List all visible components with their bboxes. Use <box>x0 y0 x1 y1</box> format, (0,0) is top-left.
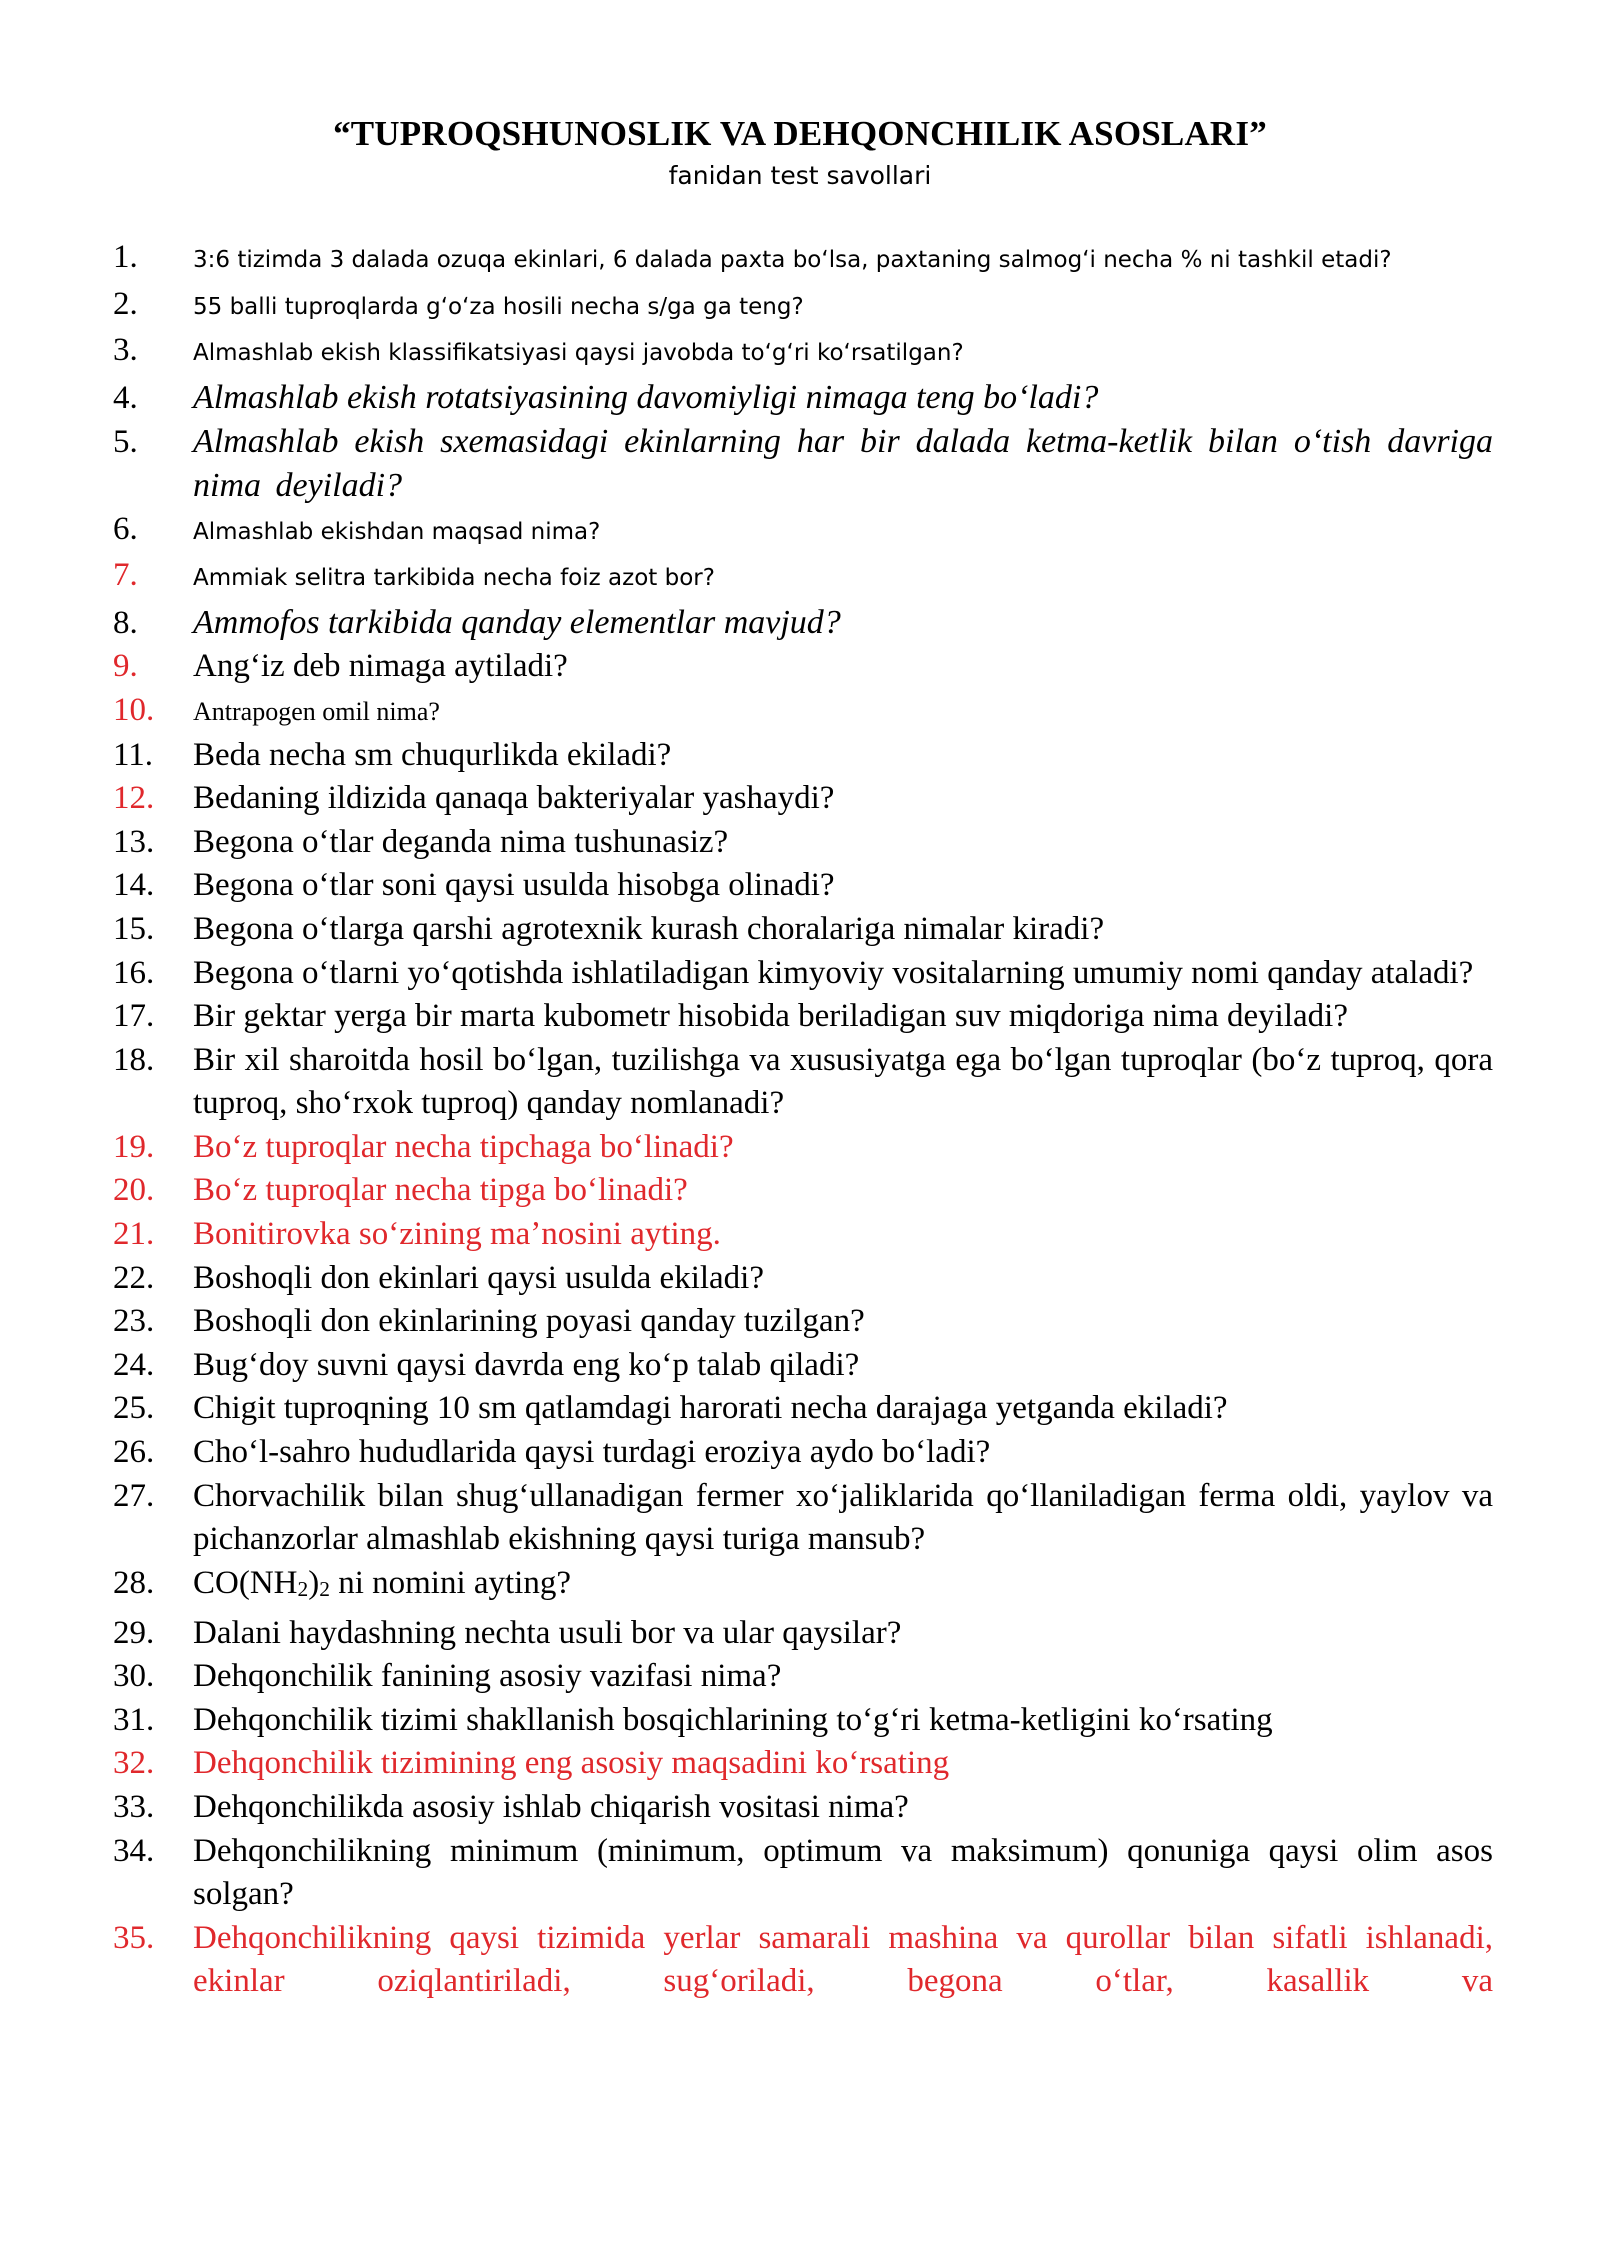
question-text: Almashlab ekishdan maqsad nima? <box>193 518 601 545</box>
question-text: Boshoqli don ekinlari qaysi usulda ekiladi? <box>193 1259 764 1296</box>
question-item <box>113 1742 1493 1786</box>
question-text: $CO(NH_2)_2$ ni nomini ayting? <box>193 1564 571 1602</box>
question-item <box>113 1431 1493 1475</box>
question-item <box>113 1612 1493 1656</box>
question-item <box>113 1562 1493 1612</box>
question-number: 21. <box>113 1216 155 1253</box>
question-number: 8. <box>113 604 138 641</box>
question-item <box>113 734 1493 778</box>
question-number: 29. <box>113 1614 155 1651</box>
question-text: Bugʻdoy suvni qaysi davrda eng koʻp talab qiladi? <box>193 1346 860 1383</box>
question-number: 34. <box>113 1832 155 1869</box>
question-item <box>113 1387 1493 1431</box>
question-item <box>113 1039 1493 1126</box>
question-text: Angʻiz deb nimaga aytiladi? <box>193 648 568 685</box>
question-number: 31. <box>113 1701 155 1738</box>
question-number: 6. <box>113 510 138 547</box>
question-item <box>113 329 1493 376</box>
question-item <box>113 1475 1493 1562</box>
question-text: Dehqonchilikda asosiy ishlab chiqarish vositasi nima? <box>193 1788 909 1825</box>
question-number: 11. <box>113 736 154 773</box>
question-item <box>113 645 1493 689</box>
question-item <box>113 554 1493 601</box>
question-text: Dehqonchilikning minimum (minimum, optimum va maksimum) qonuniga qaysi olim asos solgan? <box>193 1832 1493 1913</box>
question-number: 3. <box>113 332 138 369</box>
question-number: 35. <box>113 1919 155 1956</box>
question-number: 15. <box>113 910 155 947</box>
question-item <box>113 1257 1493 1301</box>
question-text: Bir gektar yerga bir marta kubometr hisobida beriladigan suv miqdoriga nima deyiladi? <box>193 998 1348 1035</box>
question-item <box>113 420 1493 507</box>
question-number: 28. <box>113 1564 155 1601</box>
question-item <box>113 1213 1493 1257</box>
question-number: 26. <box>113 1434 155 1471</box>
question-number: 19. <box>113 1128 155 1165</box>
question-item <box>113 995 1493 1039</box>
question-text: Choʻl-sahro hududlarida qaysi turdagi eroziya aydo boʻladi? <box>193 1434 991 1471</box>
question-text: Boʻz tuproqlar necha tipchaga boʻlinadi? <box>193 1128 734 1165</box>
question-text: Antrapogen omil nima? <box>193 696 440 726</box>
question-text: Begona oʻtlar deganda nima tushunasiz? <box>193 823 729 860</box>
question-text: Bedaning ildizida qanaqa bakteriyalar yashaydi? <box>193 780 835 817</box>
question-item <box>113 1344 1493 1388</box>
question-item <box>113 952 1493 996</box>
question-number: 33. <box>113 1788 155 1825</box>
question-item <box>113 777 1493 821</box>
question-text: 55 balli tuproqlarda gʻoʻza hosili necha s/ga ga teng? <box>193 293 804 320</box>
question-text: Beda necha sm chuqurlikda ekiladi? <box>193 736 672 773</box>
question-item <box>113 376 1493 421</box>
question-item <box>113 1300 1493 1344</box>
question-number: 23. <box>113 1303 155 1340</box>
question-number: 14. <box>113 867 155 904</box>
question-item <box>113 236 1493 283</box>
question-text: Begona oʻtlarga qarshi agrotexnik kurash choralariga nimalar kiradi? <box>193 910 1105 947</box>
question-number: 10. <box>113 691 155 728</box>
question-text: Chigit tuproqning 10 sm qatlamdagi harorati necha darajaga yetganda ekiladi? <box>193 1390 1228 1427</box>
question-number: 17. <box>113 998 155 1035</box>
question-number: 13. <box>113 823 155 860</box>
question-item <box>113 283 1493 330</box>
question-text: Bir xil sharoitda hosil boʻlgan, tuzilishga va xususiyatga ega boʻlgan tuproqlar (boʻz tuproq, qora tuproq, shoʻrxok tuproq) qanday nomlanadi? <box>193 1041 1493 1122</box>
question-text: Dehqonchilik fanining asosiy vazifasi nima? <box>193 1658 782 1695</box>
question-item <box>113 1786 1493 1830</box>
question-item <box>113 908 1493 952</box>
question-item <box>113 1830 1493 1917</box>
question-item <box>113 864 1493 908</box>
question-item <box>113 508 1493 555</box>
question-number: 27. <box>113 1477 155 1514</box>
question-number: 9. <box>113 648 138 685</box>
document-subtitle: fanidan test savollari <box>668 161 932 190</box>
question-number: 16. <box>113 954 155 991</box>
question-number: 5. <box>113 424 138 461</box>
question-number: 22. <box>113 1259 155 1296</box>
question-number: 1. <box>113 239 138 275</box>
question-number: 18. <box>113 1041 155 1078</box>
question-number: 24. <box>113 1346 155 1383</box>
question-text: Dehqonchilik tizimining eng asosiy maqsadini koʻrsating <box>193 1745 950 1782</box>
question-list <box>113 236 1493 2004</box>
question-item <box>113 689 1493 734</box>
question-item <box>113 1169 1493 1213</box>
question-item <box>113 601 1493 646</box>
question-number: 32. <box>113 1745 155 1782</box>
question-text: Boʻz tuproqlar necha tipga boʻlinadi? <box>193 1172 688 1209</box>
question-item <box>113 821 1493 865</box>
question-item <box>113 1126 1493 1170</box>
question-number: 2. <box>113 285 138 322</box>
question-text: Begona oʻtlar soni qaysi usulda hisobga olinadi? <box>193 867 835 904</box>
question-text: Ammiak selitra tarkibida necha foiz azot bor? <box>193 565 715 592</box>
question-text: Chorvachilik bilan shugʻullanadigan fermer xoʻjaliklarida qoʻllaniladigan ferma oldi, yaylov va pichanzorlar almashlab ekishning qaysi turiga mansub? <box>193 1477 1493 1558</box>
question-number: 25. <box>113 1390 155 1427</box>
question-number: 12. <box>113 780 155 817</box>
question-text: Dehqonchilikning qaysi tizimida yerlar samarali mashina va qurollar bilan sifatli ishlanadi, ekinlar oziqlantiriladi, sugʻoriladi, begona oʻtlar, kasallik va <box>193 1919 1493 2000</box>
question-item <box>113 1699 1493 1743</box>
question-number: 7. <box>113 557 138 594</box>
question-text: Bonitirovka soʻzining maʼnosini ayting. <box>193 1216 721 1253</box>
question-text: Dehqonchilik tizimi shakllanish bosqichlarining toʻgʻri ketma-ketligini koʻrsating <box>193 1701 1273 1738</box>
question-text: Ammofos tarkibida qanday elementlar mavjud? <box>193 603 841 641</box>
question-number: 30. <box>113 1658 155 1695</box>
question-text: Boshoqli don ekinlarining poyasi qanday tuzilgan? <box>193 1303 865 1340</box>
question-text: Almashlab ekish rotatsiyasining davomiyligi nimaga teng boʻladi? <box>193 378 1099 416</box>
question-number: 20. <box>113 1172 155 1209</box>
question-item <box>113 1917 1493 2004</box>
question-text: Almashlab ekish sxemasidagi ekinlarning har bir dalada ketma-ketlik bilan oʻtish davriga nima deyiladi? <box>193 423 1493 504</box>
question-number: 4. <box>113 379 138 416</box>
question-text: Almashlab ekish klassifikatsiyasi qaysi javobda toʻgʻri koʻrsatilgan? <box>193 340 964 367</box>
question-text: Begona oʻtlarni yoʻqotishda ishlatiladigan kimyoviy vositalarning umumiy nomi qanday ataladi? <box>193 954 1474 991</box>
question-text: Dalani haydashning nechta usuli bor va ular qaysilar? <box>193 1614 902 1651</box>
question-text: 3:6 tizimda 3 dalada ozuqa ekinlari, 6 dalada paxta boʻlsa, paxtaning salmogʻi necha % ni tashkil etadi? <box>193 247 1392 273</box>
document-title: “TUPROQSHUNOSLIK VA DEHQONCHILIK ASOSLARI” <box>333 114 1267 153</box>
question-item <box>113 1655 1493 1699</box>
